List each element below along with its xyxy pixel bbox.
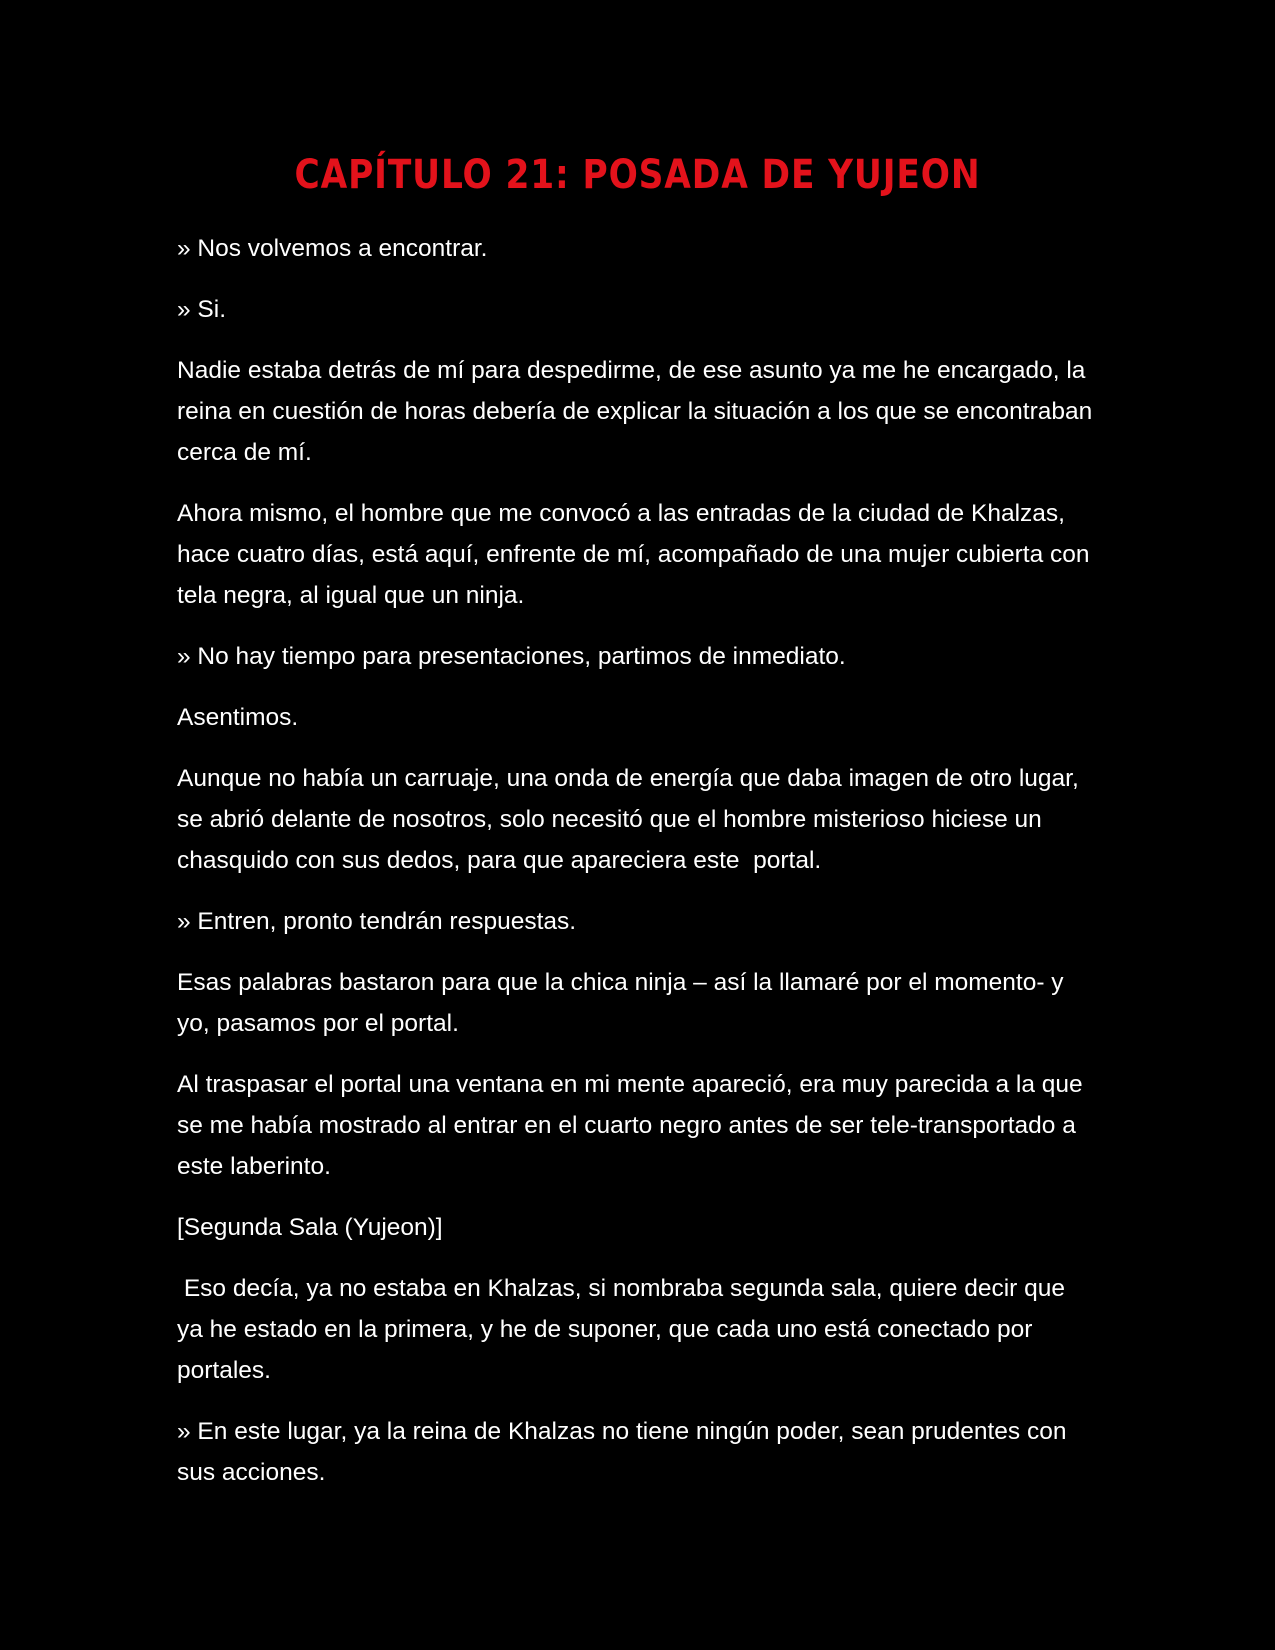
- paragraph: » Nos volvemos a encontrar.: [177, 235, 488, 262]
- chapter-title: CAPÍTULO 21: POSADA DE YUJEON: [294, 152, 981, 198]
- paragraph: Esas palabras bastaron para que la chica ninja – así la llamaré por el momento- y yo, pasamos por el portal.: [177, 969, 1071, 1037]
- chapter-body: [177, 228, 1100, 1513]
- paragraph: [Segunda Sala (Yujeon)]: [177, 1214, 443, 1241]
- paragraph: Eso decía, ya no estaba en Khalzas, si nombraba segunda sala, quiere decir que ya he estado en la primera, y he de suponer, que cada uno está conectado por portales.: [177, 1275, 1072, 1384]
- paragraph: Al traspasar el portal una ventana en mi mente apareció, era muy parecida a la que se me había mostrado al entrar en el cuarto negro antes de ser tele-transportado a este laberinto.: [177, 1071, 1090, 1180]
- paragraph: » Si.: [177, 296, 227, 323]
- paragraph: Nadie estaba detrás de mí para despedirme, de ese asunto ya me he encargado, la reina en cuestión de horas debería de explicar la situación a los que se encontraban cerca de mí.: [177, 357, 1100, 466]
- paragraph: Asentimos.: [177, 704, 299, 731]
- paragraph: Ahora mismo, el hombre que me convocó a las entradas de la ciudad de Khalzas, hace cuatro días, está aquí, enfrente de mí, acompañado de una mujer cubierta con tela negra, al igual que un ninja.: [177, 500, 1097, 609]
- paragraph: » Entren, pronto tendrán respuestas.: [177, 908, 577, 935]
- paragraph: » No hay tiempo para presentaciones, partimos de inmediato.: [177, 643, 846, 670]
- paragraph: » En este lugar, ya la reina de Khalzas no tiene ningún poder, sean prudentes con sus acciones.: [177, 1418, 1074, 1486]
- paragraph: Aunque no había un carruaje, una onda de energía que daba imagen de otro lugar, se abrió delante de nosotros, solo necesitó que el hombre misterioso hiciese un chasquido con sus dedos, para que apareciera este portal.: [177, 765, 1086, 874]
